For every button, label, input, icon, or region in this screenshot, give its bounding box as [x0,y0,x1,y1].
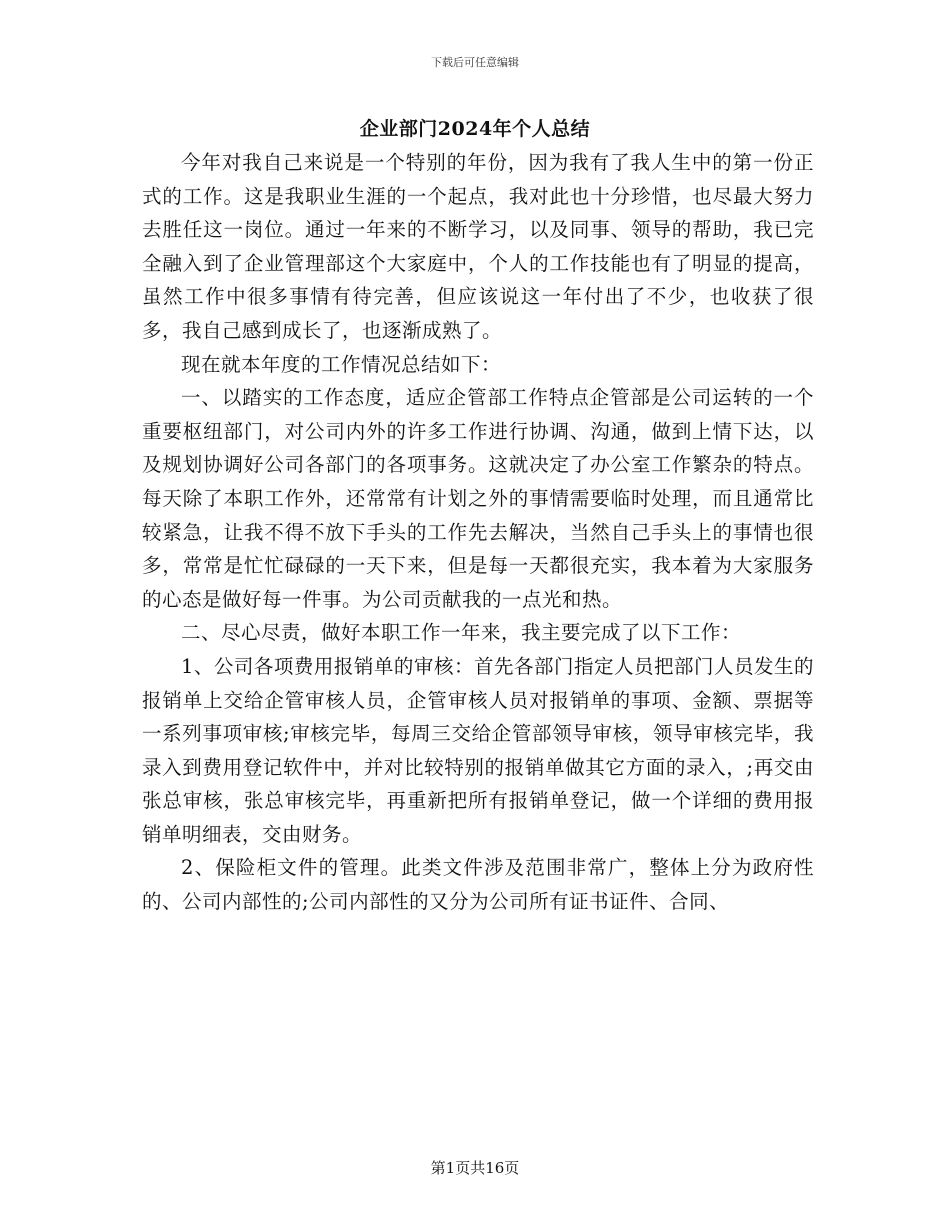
document-title: 企业部门2024年个人总结 [359,118,591,140]
paragraph-item-two: 2、保险柜文件的管理。此类文件涉及范围非常广，整体上分为政府性的、公司内部性的;公司内部性的又分为公司所有证书证件、合同、 [142,856,814,914]
download-editable-note: 下载后可任意编辑 [431,56,519,69]
document-body [142,146,814,919]
paragraph-item-one: 1、公司各项费用报销单的审核：首先各部门指定人员把部门人员发生的报销单上交给企管审核人员，企管审核人员对报销单的事项、金额、票据等一系列事项审核;审核完毕，每周三交给企管部领导审核，领导审核完毕，我录入到费用登记软件中，并对比较特别的报销单做其它方面的录入，;再交由张总审核，张总审核完毕，再重新把所有报销单登记，做一个详细的费用报销单明细表，交由财务。 [142,654,814,846]
paragraph-section-two: 二、尽心尽责，做好本职工作一年来，我主要完成了以下工作： [181,621,742,645]
paragraph-section-one: 一、以踏实的工作态度，适应企管部工作特点企管部是公司运转的一个重要枢纽部门，对公司内外的许多工作进行协调、沟通，做到上情下达，以及规划协调好公司各部门的各项事务。这就决定了办公室工作繁杂的特点。每天除了本职工作外，还常常有计划之外的事情需要临时处理，而且通常比较紧急，让我不得不放下手头的工作先去解决，当然自己手头上的事情也很多，常常是忙忙碌碌的一天下来，但是每一天都很充实，我本着为大家服务的心态是做好每一件事。为公司贡献我的一点光和热。 [142,386,814,611]
paragraph-intro: 今年对我自己来说是一个特别的年份，因为我有了我人生中的第一份正式的工作。这是我职业生涯的一个起点，我对此也十分珍惜，也尽最大努力去胜任这一岗位。通过一年来的不断学习，以及同事、领导的帮助，我已完全融入到了企业管理部这个大家庭中，个人的工作技能也有了明显的提高，虽然工作中很多事情有待完善，但应该说这一年付出了不少，也收获了很多，我自己感到成长了，也逐渐成熟了。 [142,151,814,342]
page-number: 第1页共16页 [430,1159,520,1177]
paragraph-summary-lead: 现在就本年度的工作情况总结如下： [181,352,502,376]
